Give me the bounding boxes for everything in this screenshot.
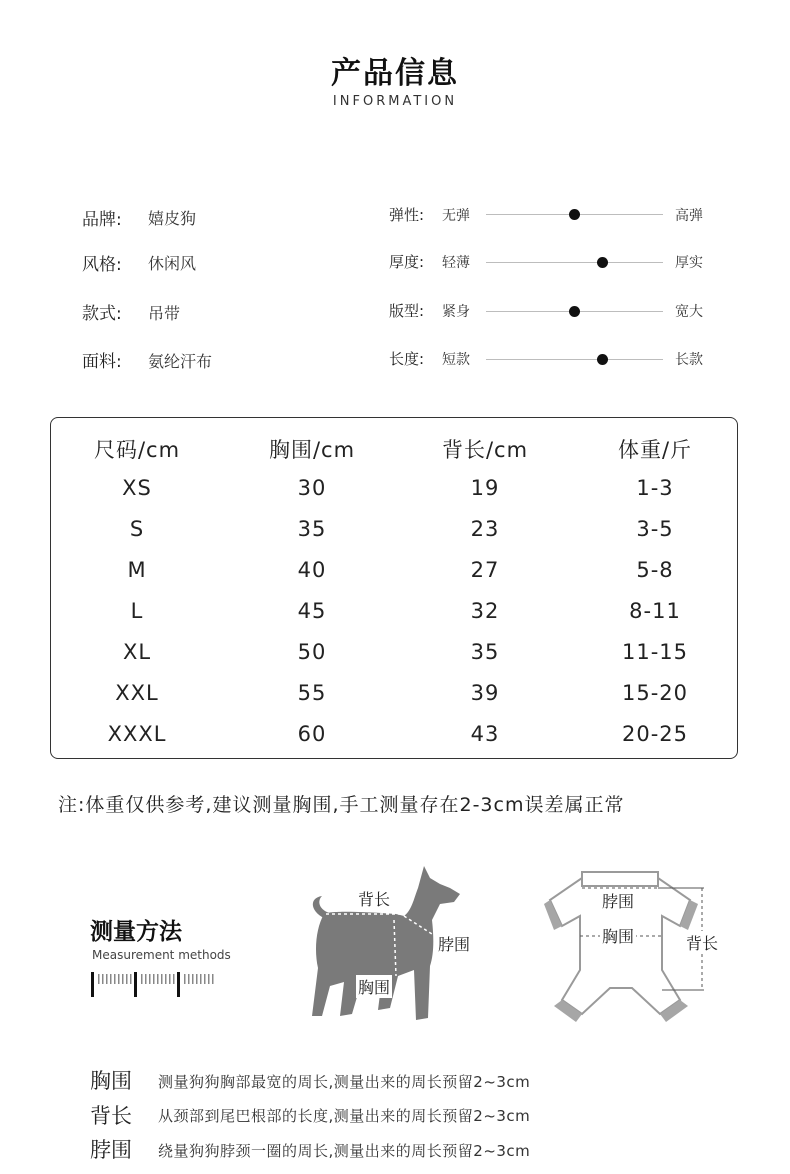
scale-high-label: 宽大: [675, 304, 703, 320]
attr-brand-label: 品牌:: [82, 210, 122, 230]
attr-brand-value: 嬉皮狗: [148, 209, 197, 228]
cell-size: XL: [122, 640, 152, 664]
page-title: 产品信息: [331, 56, 459, 91]
cell-size: XS: [122, 476, 152, 500]
note-text: 注:体重仅供参考,建议测量胸围,手工测量存在2-3cm误差属正常: [58, 794, 625, 816]
cell-chest: 50: [297, 640, 327, 664]
def-term-back: 背长: [90, 1104, 132, 1128]
scale-high-label: 长款: [675, 352, 703, 368]
dog-label-chest: 胸围: [356, 975, 392, 998]
cell-weight: 20-25: [621, 722, 689, 746]
header-size: 尺码/cm: [93, 438, 181, 462]
scale-indicator: [597, 257, 608, 268]
scale-low-label: 短款: [442, 352, 470, 368]
cell-weight: 5-8: [636, 558, 674, 582]
cell-size: XXL: [115, 681, 159, 705]
ruler-icon: [90, 970, 220, 998]
cell-back: 35: [470, 640, 500, 664]
cell-size: L: [130, 599, 144, 623]
attr-type-label: 款式:: [82, 304, 122, 324]
scale-track: [486, 262, 663, 263]
size-table: [50, 417, 738, 759]
page-subtitle: INFORMATION: [332, 94, 458, 109]
def-text-back: 从颈部到尾巴根部的长度,测量出来的周长预留2~3cm: [158, 1107, 531, 1125]
cell-back: 23: [470, 517, 500, 541]
cell-weight: 3-5: [636, 517, 674, 541]
garment-label-back: 背长: [684, 931, 720, 954]
def-term-chest: 胸围: [90, 1069, 132, 1093]
cell-size: XXXL: [107, 722, 167, 746]
cell-chest: 35: [297, 517, 327, 541]
cell-size: S: [129, 517, 145, 541]
attr-fabric-value: 氨纶汗布: [148, 352, 213, 371]
garment-label-chest: 胸围: [600, 924, 636, 947]
cell-back: 27: [470, 558, 500, 582]
scale-high-label: 厚实: [675, 255, 703, 271]
dog-label-neck: 脖围: [436, 932, 472, 955]
measure-subtitle: Measurement methods: [92, 948, 231, 962]
scale-track: [486, 359, 663, 360]
def-text-neck: 绕量狗狗脖颈一圈的周长,测量出来的周长预留2~3cm: [158, 1142, 531, 1160]
attr-style-value: 休闲风: [148, 254, 197, 273]
scale-high-label: 高弹: [675, 208, 703, 224]
cell-chest: 40: [297, 558, 327, 582]
measure-title: 测量方法: [90, 919, 182, 945]
scale-label: 厚度:: [389, 253, 425, 271]
scale-low-label: 紧身: [442, 304, 470, 320]
header-back: 背长/cm: [441, 438, 529, 462]
def-text-chest: 测量狗狗胸部最宽的周长,测量出来的周长预留2~3cm: [158, 1073, 531, 1091]
attr-fabric-label: 面料:: [82, 352, 122, 372]
scale-indicator: [569, 306, 580, 317]
garment-label-neck: 脖围: [600, 889, 636, 912]
scale-indicator: [569, 209, 580, 220]
scale-label: 版型:: [389, 302, 425, 320]
cell-weight: 11-15: [621, 640, 689, 664]
cell-weight: 15-20: [621, 681, 689, 705]
scale-low-label: 无弹: [442, 208, 470, 224]
scale-indicator: [597, 354, 608, 365]
cell-chest: 60: [297, 722, 327, 746]
cell-back: 43: [470, 722, 500, 746]
scale-label: 长度:: [389, 350, 425, 368]
dog-label-back: 背长: [356, 887, 392, 910]
cell-chest: 55: [297, 681, 327, 705]
header-weight: 体重/斤: [617, 438, 693, 462]
cell-chest: 45: [297, 599, 327, 623]
cell-back: 39: [470, 681, 500, 705]
attr-style-label: 风格:: [82, 255, 122, 275]
cell-size: M: [127, 558, 147, 582]
cell-weight: 8-11: [629, 599, 681, 623]
cell-back: 32: [470, 599, 500, 623]
def-term-neck: 脖围: [90, 1138, 132, 1162]
cell-back: 19: [470, 476, 500, 500]
cell-weight: 1-3: [636, 476, 674, 500]
scale-label: 弹性:: [389, 206, 425, 224]
scale-low-label: 轻薄: [442, 255, 470, 271]
cell-chest: 30: [297, 476, 327, 500]
header-chest: 胸围/cm: [268, 438, 356, 462]
attr-type-value: 吊带: [148, 304, 181, 323]
